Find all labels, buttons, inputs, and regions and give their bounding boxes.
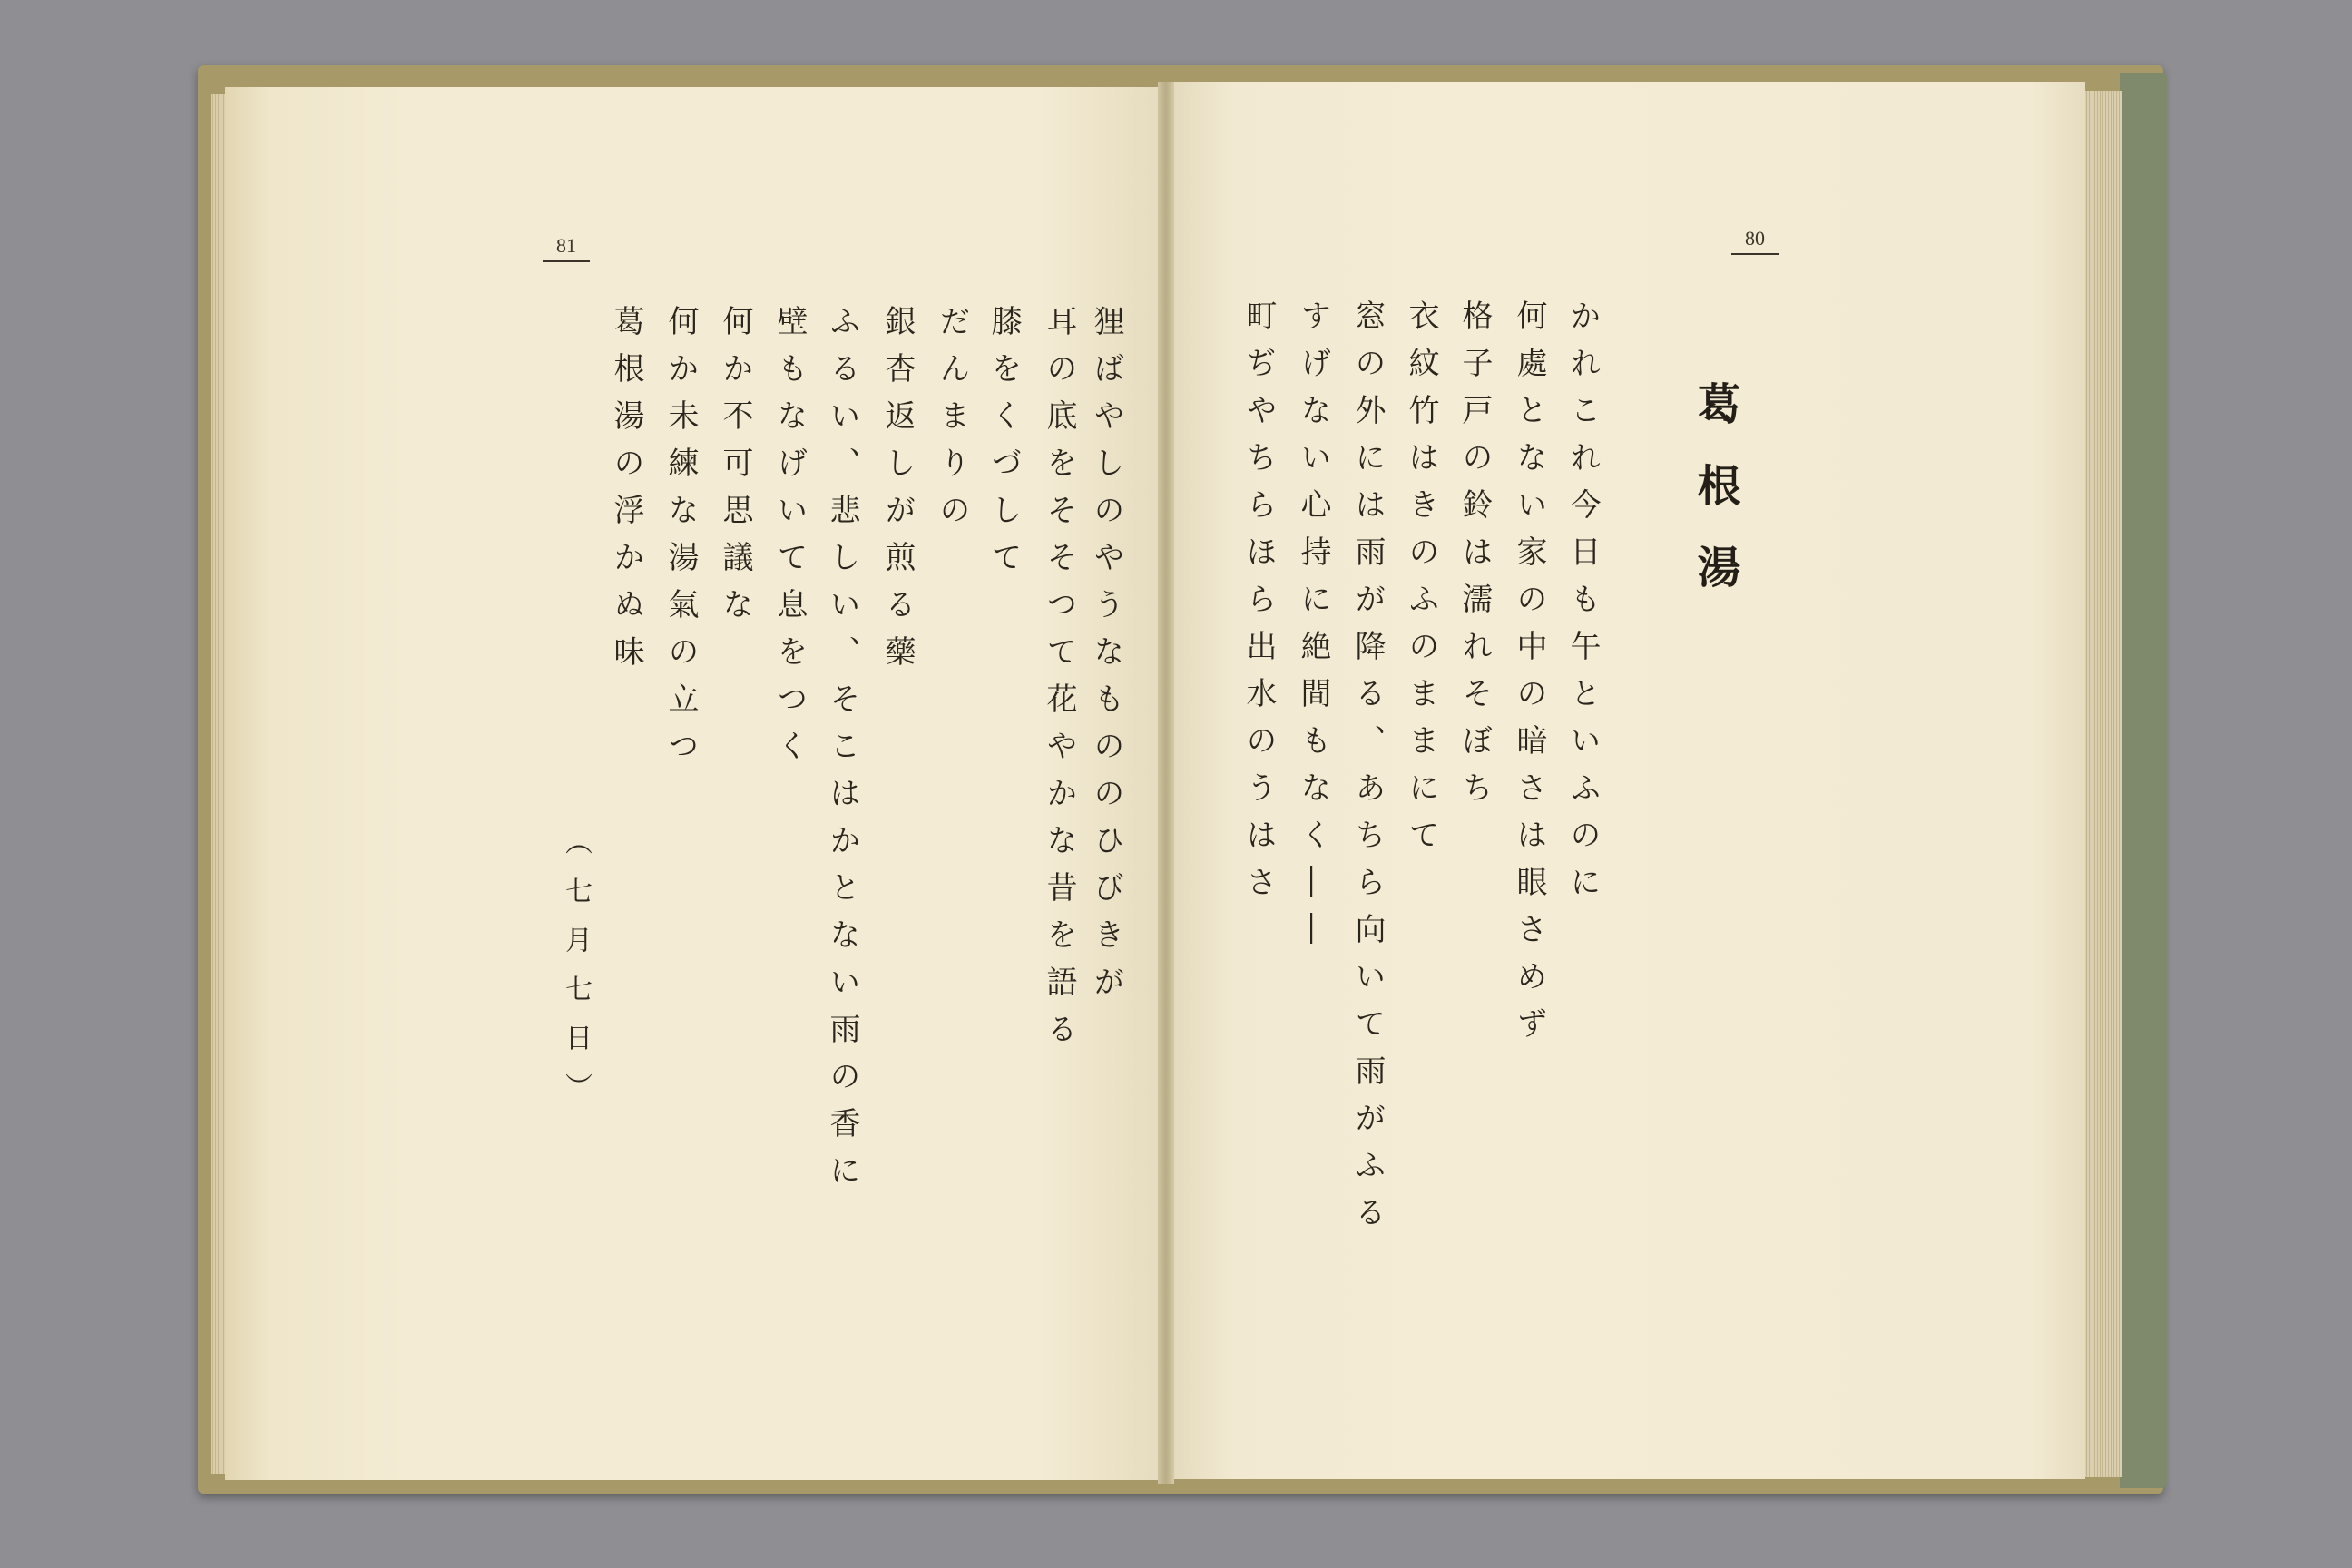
poem-title: 葛根湯 [1690,381,1740,626]
poem-line: 何處とない家の中の暗さは眼さめず [1511,299,1547,1054]
poem-line: 衣紋竹はきのふのままにて [1403,299,1439,866]
left-page[interactable] [225,87,1165,1480]
poem-line: すげない心持に絶間もなく―― [1295,299,1331,960]
book-cover-edge [2120,73,2167,1488]
poem-line: 町ぢやちらほら出水のうはさ [1240,299,1277,913]
poem-line: 何か不可思議な [717,305,753,635]
poem-line: かれこれ今日も午といふのに [1564,299,1601,913]
poem-line: ふるい、悲しい、そこはかとない雨の香に [824,305,860,1201]
poem-line: 銀杏返しが煎る藥 [879,305,916,682]
poem-line: 耳の底をそそつて花やかな昔を語る [1041,305,1077,1060]
poem-line: 葛根湯の浮かぬ味 [608,305,644,682]
poem-line: 窓の外には雨が降る、あちら向いて雨がふる [1349,299,1386,1243]
poem-line: 膝をくづして [985,305,1022,588]
page-stack-right [2082,91,2122,1477]
page-number-left: 81 [543,234,590,262]
page-number-right: 80 [1731,227,1779,255]
book-gutter [1158,82,1174,1484]
poem-date: （七月七日） [560,828,592,1122]
poem-line: だんまりの [934,305,970,541]
poem-line: 格子戸の鈴は濡れそぼち [1456,299,1493,818]
poem-line: 何か未練な湯氣の立つ [662,305,699,777]
poem-line: 壁もなげいて息をつく [771,305,808,777]
poem-line: 狸ばやしのやうなもののひびきが [1088,305,1124,1013]
